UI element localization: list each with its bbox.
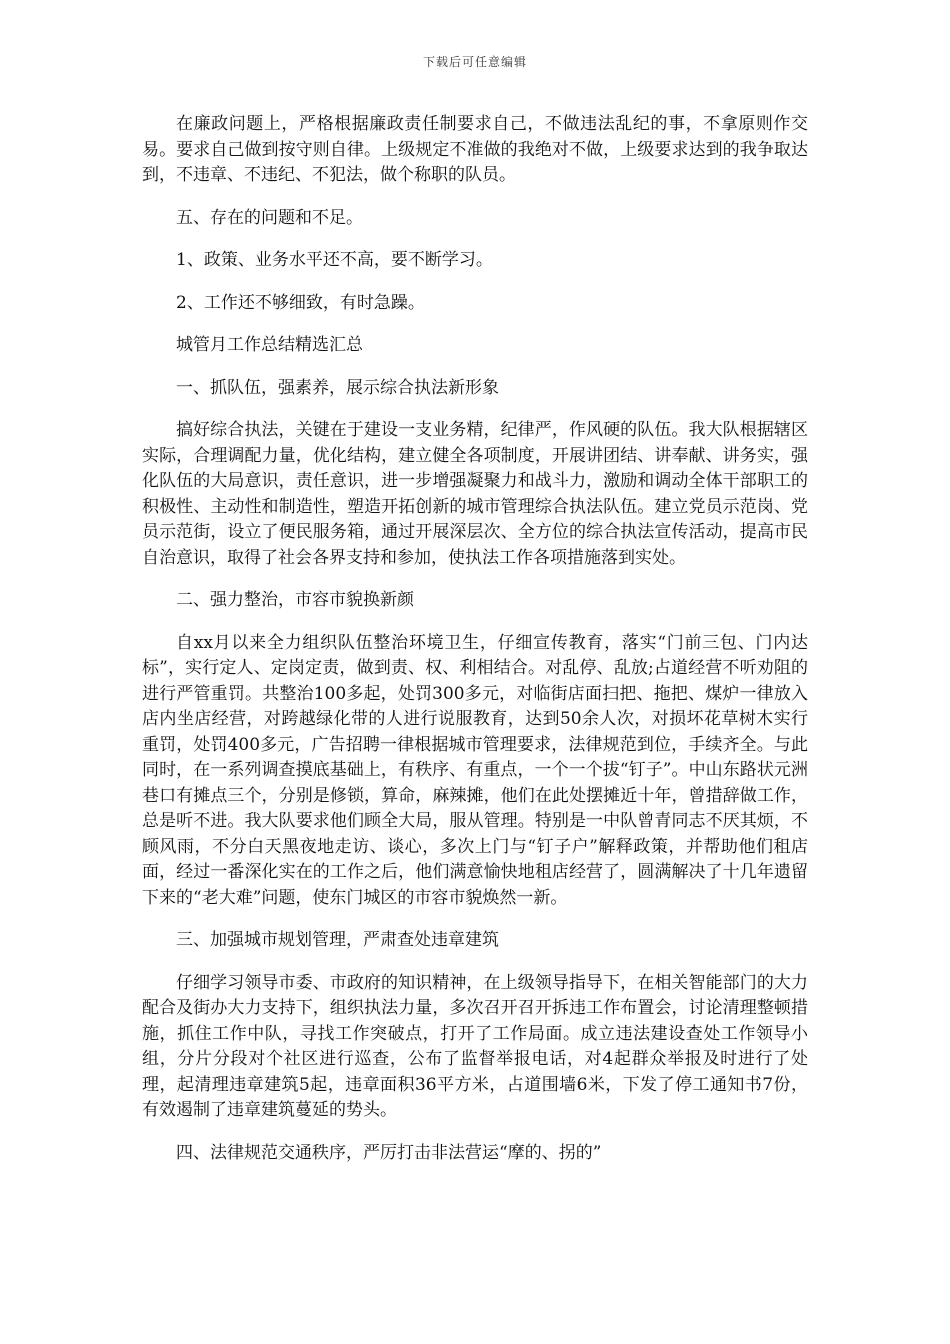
paragraph-integrity: 在廉政问题上，严格根据廉政责任制要求自己，不做违法乱纪的事，不拿原则作交易。要求自己做到按守则自律。上级规定不准做的我绝对不做，上级要求达到的我争取达到，不违章、不违纪、不犯法，做个称职的队员。 xyxy=(142,114,808,185)
heading-traffic: 四、法律规范交通秩序，严厉打击非法营运“摩的、拐的” xyxy=(176,1142,602,1163)
paragraph-team: 搞好综合执法，关键在于建设一支业务精，纪律严，作风硬的队伍。我大队根据辖区实际，合理调配力量，优化结构，建立健全各项制度，开展讲团结、讲奉献、讲务实，强化队伍的大局意识，责任意识，进一步增强凝聚力和战斗力，激励和调动全体干部职工的积极性、主动性和制造性，塑造开拓创新的城市管理综合执法队伍。建立党员示范岗、党员示范街，设立了便民服务箱，通过开展深层次、全方位的综合执法宣传活动，提高市民自治意识，取得了社会各界支持和参加，使执法工作各项措施落到实处。 xyxy=(142,420,808,568)
heading-planning: 三、加强城市规划管理，严肃查处违章建筑 xyxy=(176,930,499,950)
heading-rectification: 二、强力整治，市容市貌换新颜 xyxy=(176,590,414,610)
document-body xyxy=(142,112,808,1166)
list-item-policy: 1、政策、业务水平还不高，要不断学习。 xyxy=(176,250,493,270)
paragraph-planning: 仔细学习领导市委、市政府的知识精神，在上级领导指导下，在相关智能部门的大力配合及街办大力支持下，组织执法力量，多次召开召开拆违工作布置会，讨论清理整顿措施，抓住工作中队，寻找工作突破点，打开了工作局面。成立违法建设查处工作领导小组，分片分段对个社区进行巡查，公布了监督举报电话，对4起群众举报及时进行了处理，起清理违章建筑5起，违章面积36平方米，占道围墙6米，下发了停工通知书7份，有效遏制了违章建筑蔓延的势头。 xyxy=(142,972,808,1120)
section-title: 城管月工作总结精选汇总 xyxy=(176,335,363,355)
heading-problems: 五、存在的问题和不足。 xyxy=(176,207,363,228)
heading-team: 一、抓队伍，强素养，展示综合执法新形象 xyxy=(176,377,499,398)
list-item-work: 2、工作还不够细致，有时急躁。 xyxy=(176,292,425,313)
paragraph-rectification: 自xx月以来全力组织队伍整治环境卫生，仔细宣传教育，落实“门前三包、门内达标”，实行定人、定岗定责，做到责、权、利相结合。对乱停、乱放;占道经营不听劝阻的进行严管重罚。共整治100多起，处罚300多元，对临街店面扫把、拖把、煤炉一律放入店内坐店经营，对跨越绿化带的人进行说服教育，达到50余人次，对损坏花草树木实行重罚，处罚400多元，广告招聘一律根据城市管理要求，法律规范到位，手续齐全。与此同时，在一系列调查摸底基础上，有秩序、有重点，一个一个拔“钉子”。中山东路状元洲巷口有摊点三个，分别是修锁，算命，麻辣摊，他们在此处摆摊近十年，曾措辞做工作，总是听不进。我大队要求他们顾全大局，服从管理。特别是一中队曾青同志不厌其烦，不顾风雨，不分白天黑夜地走访、谈心，多次上门与“钉子户”解释政策，并帮助他们租店面，经过一番深化实在的工作之后，他们满意愉快地租店经营了，圆满解决了十几年遗留下来的“老大难”问题，使东门城区的市容市貌焕然一新。 xyxy=(142,632,808,908)
page-header: 下载后可任意编辑 xyxy=(422,55,527,69)
